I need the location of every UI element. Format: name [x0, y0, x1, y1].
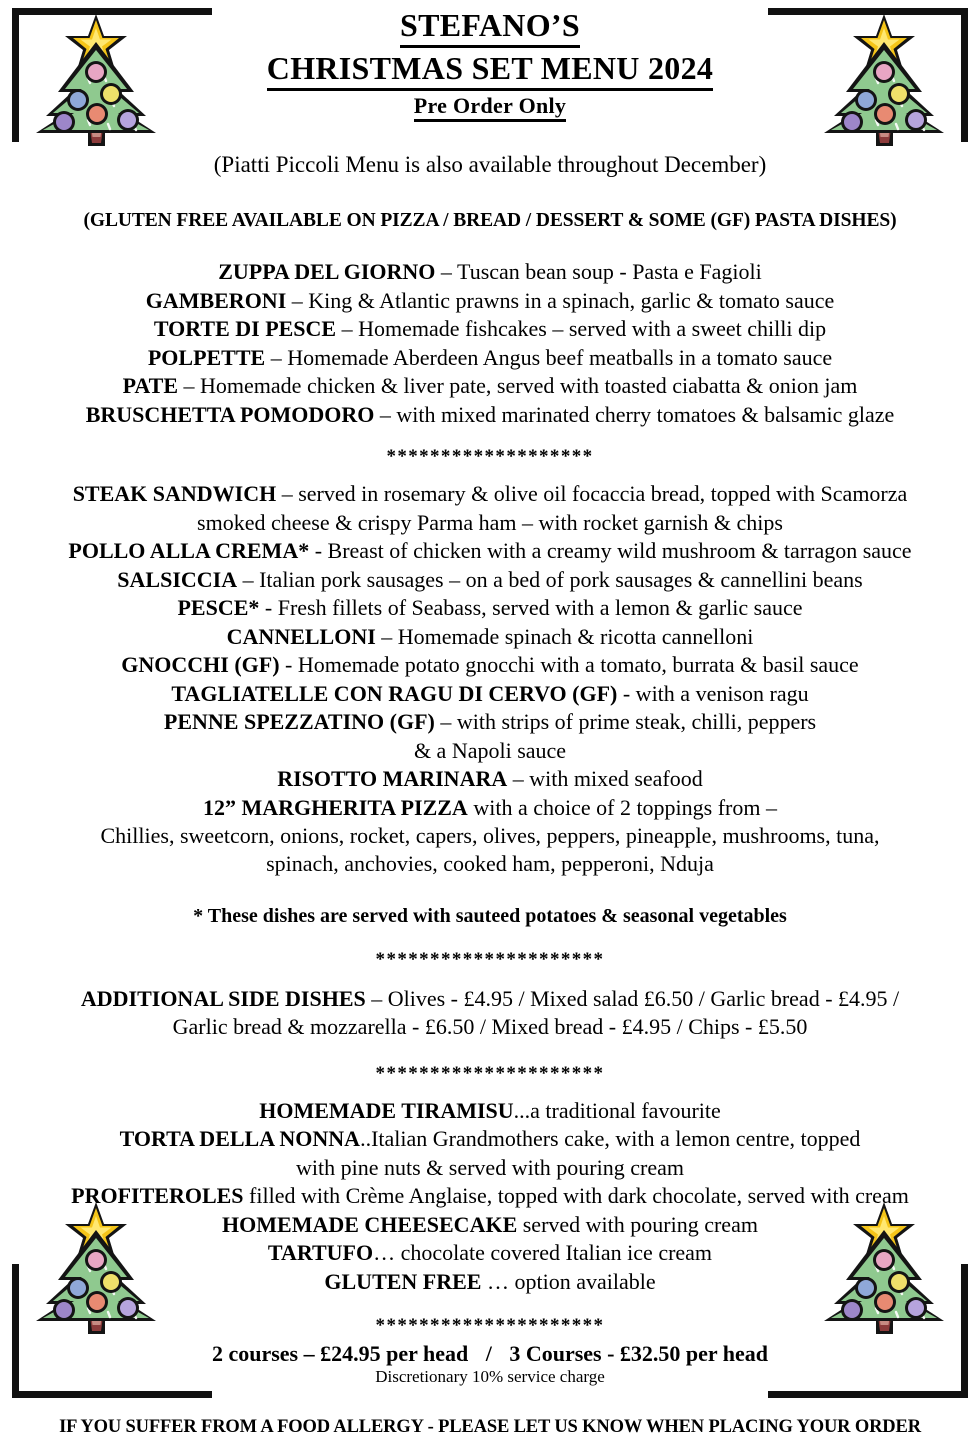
section-separator: ******************* [386, 446, 594, 468]
page-title: CHRISTMAS SET MENU 2024 [267, 51, 713, 91]
mains-section [26, 480, 954, 822]
dessert-name: TARTUFO [267, 1240, 374, 1266]
main-description: with a choice of 2 toppings from – [467, 794, 777, 820]
starter-name: BRUSCHETTA POMODORO [85, 401, 375, 427]
main-name: PENNE SPEZZATINO (GF) [163, 709, 435, 735]
section-separator: ********************* [375, 948, 605, 970]
main-item [26, 537, 954, 565]
pizza-toppings-list [26, 822, 954, 879]
dessert-description: with pine nuts & served with pouring cream [296, 1154, 684, 1180]
two-course-price: 2 courses – £24.95 per head [211, 1341, 469, 1367]
dessert-name: GLUTEN FREE [324, 1268, 482, 1294]
starter-description: – Homemade chicken & liver pate, served with toasted ciabatta & onion jam [178, 373, 858, 399]
christmas-tree-icon [26, 1194, 166, 1346]
main-description: - Fresh fillets of Seabass, served with a lemon & garlic sauce [259, 595, 803, 621]
dessert-description: … chocolate covered Italian ice cream [373, 1240, 713, 1266]
starter-item [26, 372, 954, 400]
piatti-piccoli-note: (Piatti Piccoli Menu is also available throughout December) [213, 152, 767, 178]
starter-description: – with mixed marinated cherry tomatoes & balsamic glaze [374, 401, 895, 427]
main-description: – Italian pork sausages – on a bed of pork sausages & cannellini beans [237, 566, 863, 592]
section-separator: ********************* [375, 1315, 605, 1337]
main-description: – Homemade spinach & ricotta cannelloni [375, 623, 754, 649]
side-dishes-prices-1: – Olives - £4.95 / Mixed salad £6.50 / Garlic bread - £4.95 / [365, 985, 900, 1011]
main-name: 12” MARGHERITA PIZZA [202, 794, 468, 820]
starter-name: TORTE DI PESCE [153, 316, 337, 342]
starter-name: GAMBERONI [145, 287, 287, 313]
main-item [26, 566, 954, 594]
pre-order-subtitle: Pre Order Only [414, 94, 566, 123]
starter-item [26, 258, 954, 286]
main-item [26, 680, 954, 708]
dessert-description: filled with Crème Anglaise, topped with dark chocolate, served with cream [243, 1183, 909, 1209]
main-name: GNOCCHI (GF) [121, 652, 280, 678]
main-item [26, 623, 954, 651]
dessert-item [26, 1125, 954, 1153]
christmas-tree-icon [814, 1194, 954, 1346]
price-divider: / [485, 1341, 492, 1367]
christmas-tree-icon [814, 6, 954, 158]
main-description: smoked cheese & crispy Parma ham – with rocket garnish & chips [197, 509, 783, 535]
starter-item [26, 401, 954, 429]
dessert-description: ..Italian Grandmothers cake, with a lemon centre, topped [360, 1126, 861, 1152]
dessert-name: TORTA DELLA NONNA [119, 1126, 361, 1152]
main-name: TAGLIATELLE CON RAGU DI CERVO (GF) [171, 680, 618, 706]
pizza-topping-line: spinach, anchovies, cooked ham, pepperoni, Nduja [266, 851, 714, 877]
main-name: RISOTTO MARINARA [277, 766, 508, 792]
main-name: SALSICCIA [117, 566, 238, 592]
dessert-description: ...a traditional favourite [513, 1097, 721, 1123]
dessert-item [26, 1154, 954, 1182]
main-description: - Breast of chicken with a creamy wild mushroom & tarragon sauce [309, 538, 912, 564]
dessert-item [26, 1097, 954, 1125]
pizza-topping-line: Chillies, sweetcorn, onions, rocket, capers, olives, peppers, pineapple, mushrooms, tuna, [100, 823, 880, 848]
dessert-name: HOMEMADE TIRAMISU [259, 1097, 514, 1123]
main-name: PESCE* [177, 595, 260, 621]
allergy-notice: IF YOU SUFFER FROM A FOOD ALLERGY - PLEASE LET US KNOW WHEN PLACING YOUR ORDER [59, 1417, 921, 1438]
main-item [26, 594, 954, 622]
starter-item [26, 287, 954, 315]
starter-name: ZUPPA DEL GIORNO [218, 259, 436, 285]
main-description: - Homemade potato gnocchi with a tomato, burrata & basil sauce [279, 652, 859, 678]
main-name: CANNELLONI [226, 623, 376, 649]
main-item [26, 509, 954, 537]
main-description: – with strips of prime steak, chilli, peppers [434, 709, 817, 735]
main-name: STEAK SANDWICH [72, 481, 277, 507]
christmas-tree-icon [26, 6, 166, 158]
side-dishes-line-1 [26, 985, 954, 1013]
starter-item [26, 315, 954, 343]
main-item [26, 480, 954, 508]
main-description: – with mixed seafood [507, 766, 703, 792]
starter-description: – Tuscan bean soup - Pasta e Fagioli [435, 259, 762, 285]
starter-item [26, 344, 954, 372]
side-dishes-label: ADDITIONAL SIDE DISHES [80, 985, 366, 1011]
main-item [26, 765, 954, 793]
dessert-description: … option available [481, 1268, 656, 1294]
dessert-name: PROFITEROLES [71, 1183, 244, 1209]
main-description: - with a venison ragu [617, 680, 809, 706]
main-description: – served in rosemary & olive oil focaccia bread, topped with Scamorza [276, 481, 908, 507]
section-separator: ********************* [375, 1062, 605, 1084]
starter-description: – Homemade fishcakes – served with a sweet chilli dip [336, 316, 827, 342]
starter-description: – King & Atlantic prawns in a spinach, garlic & tomato sauce [286, 287, 835, 313]
main-description: & a Napoli sauce [413, 737, 567, 763]
main-name: POLLO ALLA CREMA* [68, 538, 310, 564]
dessert-name: HOMEMADE CHEESECAKE [222, 1211, 518, 1237]
main-item [26, 708, 954, 736]
sauteed-potatoes-note: * These dishes are served with sauteed potatoes & seasonal vegetables [193, 904, 787, 927]
gluten-free-note: (GLUTEN FREE AVAILABLE ON PIZZA / BREAD / DESSERT & SOME (GF) PASTA DISHES) [83, 210, 897, 232]
three-course-price: 3 Courses - £32.50 per head [509, 1341, 769, 1367]
restaurant-name: STEFANO’S [400, 8, 580, 48]
starter-description: – Homemade Aberdeen Angus beef meatballs in a tomato sauce [265, 344, 833, 370]
service-charge-note: Discretionary 10% service charge [375, 1367, 605, 1387]
main-item [26, 651, 954, 679]
starters-section [26, 258, 954, 429]
main-item [26, 737, 954, 765]
starter-name: PATE [122, 373, 179, 399]
starter-name: POLPETTE [147, 344, 266, 370]
main-item [26, 794, 954, 822]
side-dishes-line-2: Garlic bread & mozzarella - £6.50 / Mixed bread - £4.95 / Chips - £5.50 [172, 1014, 808, 1040]
dessert-description: served with pouring cream [517, 1211, 758, 1237]
